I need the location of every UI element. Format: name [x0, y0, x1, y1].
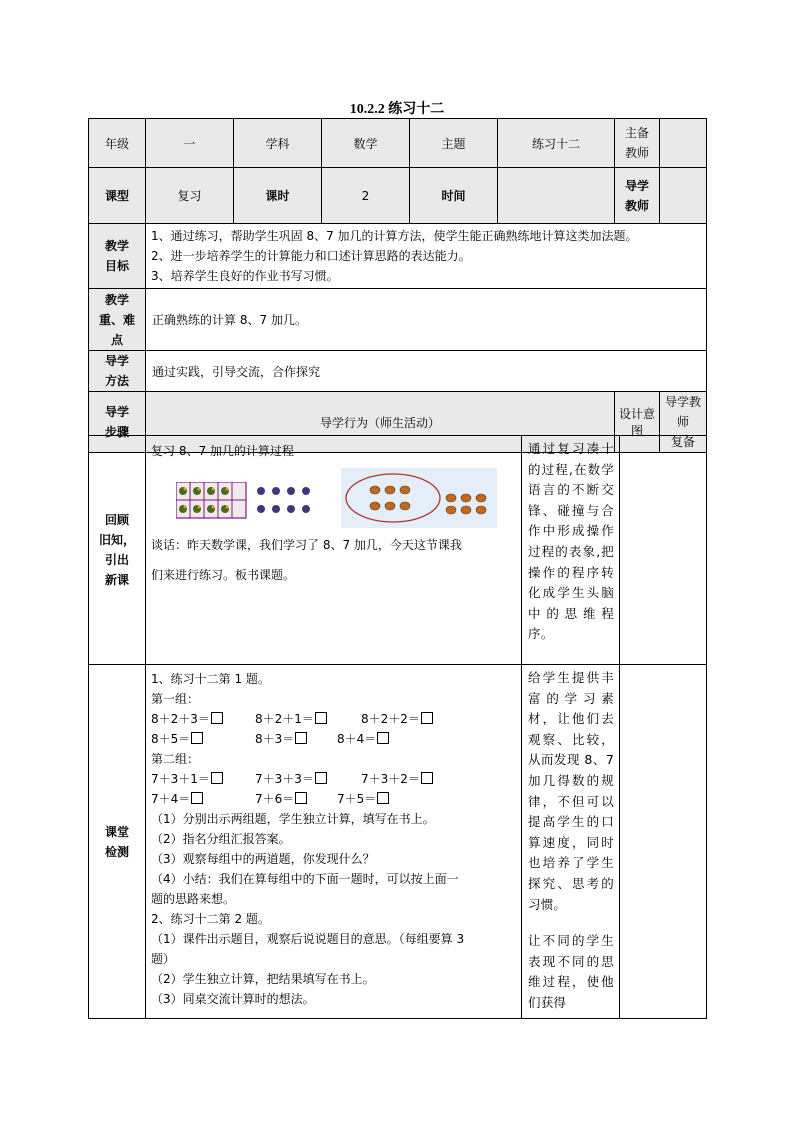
period-value: 2	[322, 168, 410, 224]
answer-box[interactable]	[377, 732, 389, 744]
key-points-label: 教学 重、难 点	[89, 289, 146, 351]
lead-teacher-value	[660, 119, 707, 168]
equation: 8＋3＝	[255, 732, 295, 746]
equation: 8＋2＋3＝	[151, 712, 210, 726]
period-label: 课时	[234, 168, 322, 224]
practice-intent	[522, 665, 620, 1019]
practice-line: 题的思路来想。	[151, 892, 236, 906]
answer-box[interactable]	[377, 792, 389, 804]
grouped-baskets-image	[341, 468, 497, 528]
goal-item: 1、通过练习，帮助学生巩固 8、7 加几的计算方法，使学生能正确熟练地计算这类加法题。	[151, 229, 638, 243]
ten-frame-counters-image	[176, 482, 316, 530]
method-row	[89, 351, 707, 392]
answer-box[interactable]	[315, 712, 327, 724]
practice-line: （2）指名分组汇报答案。	[151, 832, 291, 846]
practice-line: （3）同桌交流计算时的想法。	[151, 992, 315, 1006]
answer-box[interactable]	[191, 792, 203, 804]
goals-content	[146, 224, 707, 289]
subject-value: 数学	[322, 119, 410, 168]
answer-box[interactable]	[211, 772, 223, 784]
review-line: 谈话：昨天数学课，我们学习了 8、7 加几，今天这节课我	[151, 538, 462, 552]
review-intent: 通过复习凑十的过程,在数学语言的不断交锋、碰撞与合作中形成操作过程的表象,把操作的程序转化成学生头脑中的思维程序。	[522, 436, 620, 665]
practice-line: （4）小结：我们在算每组中的下面一题时，可以按上面一	[151, 872, 459, 886]
key-points-row	[89, 289, 707, 351]
equation-row	[151, 769, 516, 789]
practice-intent-2: 让不同的学生表现不同的思维过程，使他们获得	[528, 933, 614, 1010]
practice-section-label: 课堂 检测	[89, 665, 146, 1019]
subject-label: 学科	[234, 119, 322, 168]
equation: 8＋2＋1＝	[255, 712, 314, 726]
review-line: 复习 8、7 加几的计算过程	[151, 444, 294, 458]
time-value	[498, 168, 615, 224]
method-text: 通过实践，引导交流，合作探究	[146, 351, 707, 392]
practice-line: 第一组：	[151, 692, 200, 706]
steps-table	[88, 435, 707, 1019]
practice-line: （1）课件出示题目，观察后说说题目的意思。（每组要算 3	[151, 932, 465, 946]
page-title: 10.2.2 练习十二	[349, 102, 445, 117]
steps-label: 导学 步骤	[89, 392, 146, 453]
time-label: 时间	[410, 168, 498, 224]
type-value: 复习	[146, 168, 234, 224]
practice-line: 1、练习十二第 1 题。	[151, 672, 270, 686]
equation: 8＋2＋2＝	[361, 712, 420, 726]
header-row-1	[89, 119, 707, 168]
equation-row	[151, 729, 516, 749]
answer-box[interactable]	[421, 772, 433, 784]
goals-label: 教学 目标	[89, 224, 146, 289]
answer-box[interactable]	[191, 732, 203, 744]
review-header: 导学教师 复备	[660, 392, 707, 453]
review-section-label: 回顾 旧知， 引出 新课	[89, 436, 146, 665]
review-section-row	[89, 436, 707, 665]
guide-teacher-label: 导学 教师	[615, 168, 660, 224]
goal-item: 3、培养学生良好的作业书写习惯。	[151, 269, 339, 283]
equation: 8＋5＝	[151, 732, 191, 746]
topic-value: 练习十二	[498, 119, 615, 168]
equation: 7＋3＋1＝	[151, 772, 210, 786]
goal-item: 2、进一步培养学生的计算能力和口述计算思路的表达能力。	[151, 249, 471, 263]
grade-value: 一	[146, 119, 234, 168]
review-line: 们来进行练习。板书课题。	[151, 568, 296, 582]
equation: 7＋5＝	[337, 792, 377, 806]
equation: 7＋4＝	[151, 792, 191, 806]
behavior-header: 导学行为（师生活动）	[146, 392, 615, 453]
answer-box[interactable]	[295, 732, 307, 744]
equation: 7＋3＋3＝	[255, 772, 314, 786]
intent-header: 设计意图	[615, 392, 660, 453]
header-row-2	[89, 168, 707, 224]
answer-box[interactable]	[295, 792, 307, 804]
equation-row	[151, 709, 516, 729]
answer-box[interactable]	[315, 772, 327, 784]
answer-box[interactable]	[211, 712, 223, 724]
practice-line: （2）学生独立计算，把结果填写在书上。	[151, 972, 375, 986]
topic-label: 主题	[410, 119, 498, 168]
practice-line: 第二组：	[151, 752, 200, 766]
equation: 7＋6＝	[255, 792, 295, 806]
practice-line: 题）	[151, 952, 176, 966]
goals-row	[89, 224, 707, 289]
answer-box[interactable]	[421, 712, 433, 724]
review-teacher-notes	[620, 436, 707, 665]
practice-teacher-notes	[620, 665, 707, 1019]
practice-line: （3）观察每组中的两道题，你发现什么？	[151, 852, 375, 866]
practice-line: 2、练习十二第 2 题。	[151, 912, 270, 926]
equation-row	[151, 789, 516, 809]
key-points-text: 正确熟练的计算 8、7 加几。	[146, 289, 707, 351]
practice-line: （1）分别出示两组题，学生独立计算，填写在书上。	[151, 812, 435, 826]
grade-label: 年级	[89, 119, 146, 168]
review-illustrations	[151, 466, 516, 530]
equation: 8＋4＝	[337, 732, 377, 746]
lesson-plan-table	[88, 118, 707, 453]
review-section-content	[146, 436, 522, 665]
type-label: 课型	[89, 168, 146, 224]
practice-intent-1: 给学生提供丰富的学习素材，让他们去观察、比较，从而发现 8、7 加几得数的规律，不但可以提高学生的口算速度，同时也培养了学生探究、思考的习惯。	[528, 670, 614, 912]
guide-teacher-value	[660, 168, 707, 224]
practice-section-content	[146, 665, 522, 1019]
lead-teacher-label: 主备 教师	[615, 119, 660, 168]
method-label: 导学 方法	[89, 351, 146, 392]
practice-section-row	[89, 665, 707, 1019]
equation: 7＋3＋2＝	[361, 772, 420, 786]
